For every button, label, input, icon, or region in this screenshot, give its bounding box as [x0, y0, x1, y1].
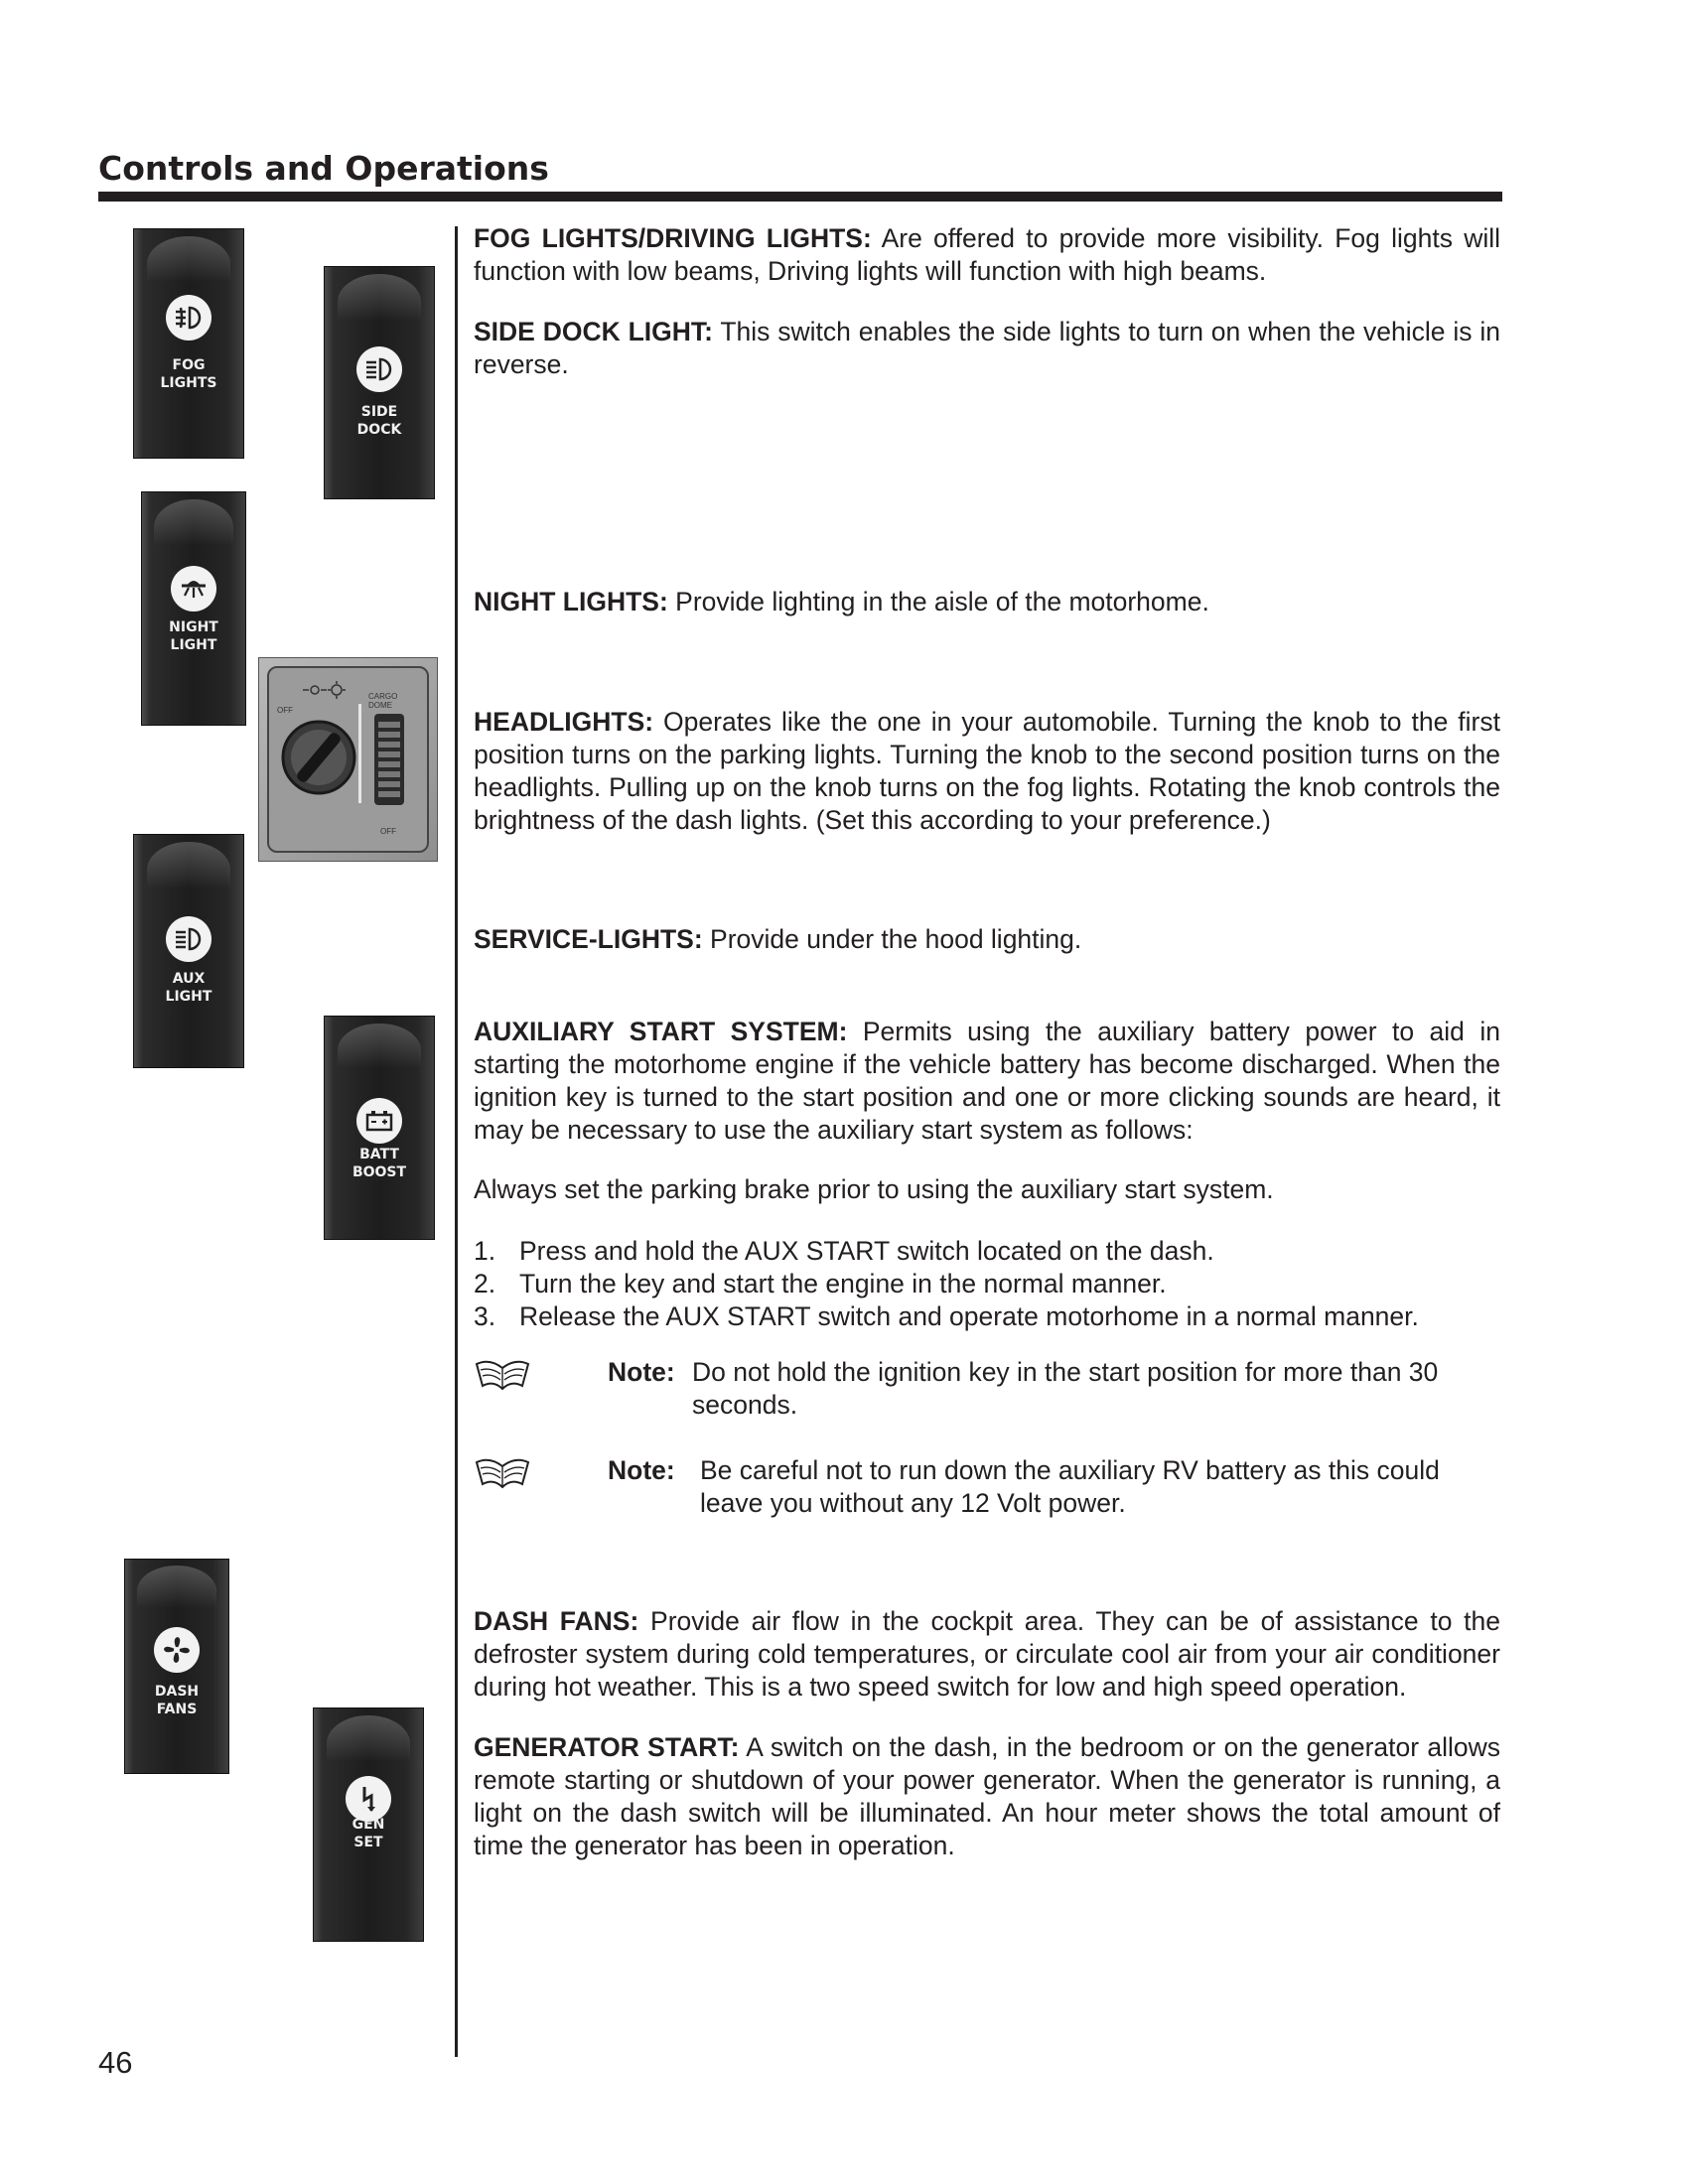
section-text: A switch on the dash, in the bedroom or on the generator allows remote starting or shutdown of your power generator. When the generator is running, a light on the dash switch will be illuminated. An hour meter shows the total amount of time the generator has been in operation.: [474, 1732, 1501, 1860]
parking-brake-paragraph: Always set the parking brake prior to using the auxiliary start system.: [474, 1174, 1274, 1204]
section-heading: AUXILIARY START SYSTEM:: [474, 1017, 848, 1046]
list-item: [474, 1268, 1500, 1300]
step-text: Press and hold the AUX START switch located on the dash.: [519, 1236, 1214, 1266]
headlight-switch-panel: [258, 657, 438, 862]
headlight-off-label: OFF: [380, 827, 396, 836]
list-item: [474, 1300, 1500, 1333]
switch-label: AUX LIGHT: [165, 971, 212, 1005]
switch-label: NIGHT LIGHT: [169, 619, 218, 653]
section-heading: FOG LIGHTS/DRIVING LIGHTS:: [474, 223, 872, 253]
note-label: Note:: [608, 1455, 675, 1485]
section-text: Permits using the auxiliary battery power to aid in starting the motorhome engine if the vehicle battery has become discharged. When the ignition key is turned to the start position and one or more clicking sounds are heard, it may be necessary to use the auxiliary start system as follows:: [474, 1017, 1500, 1145]
gen-set-switch: [313, 1707, 424, 1942]
headlight-off-label: OFF: [277, 706, 293, 715]
auxiliary-start-paragraph: [474, 1016, 1500, 1147]
section-text: Are offered to provide more visibility. Fog lights will function with low beams, Driving lights will function with high beams.: [474, 223, 1500, 286]
fog-lights-paragraph: [474, 222, 1500, 288]
section-heading: SIDE DOCK LIGHT:: [474, 317, 713, 346]
step-number: 3.: [474, 1301, 496, 1331]
note-battery: [474, 1454, 1500, 1524]
note-ignition: [474, 1356, 1500, 1426]
step-number: 2.: [474, 1269, 496, 1298]
open-book-icon: [474, 1454, 531, 1490]
batt-boost-switch: [324, 1016, 435, 1240]
note-text: Do not hold the ignition key in the start position for more than 30 seconds.: [692, 1357, 1439, 1420]
switch-label: SIDE DOCK: [356, 404, 402, 438]
night-light-icon: [171, 566, 216, 612]
side-dock-light-icon: [356, 346, 402, 392]
section-text: Operates like the one in your automobile. Turning the knob to the first position turns on the parking lights. Turning the knob to the second position turns on the headlights. Pulling up on the knob turns on the fog lights. Rotating the knob controls the brightness of the dash lights. (Set this according to your preference.): [474, 707, 1500, 835]
headlight-cargo-dome-label: CARGO DOME: [368, 692, 398, 710]
fog-light-icon: [166, 295, 211, 341]
page-number: 46: [98, 2045, 133, 2080]
aux-start-steps: [474, 1235, 1500, 1333]
headlight-knob-icon: [269, 668, 427, 851]
aux-light-switch: [133, 834, 244, 1068]
section-text: Provide lighting in the aisle of the motorhome.: [675, 587, 1209, 616]
note-text: Be careful not to run down the auxiliary RV battery as this could leave you without any 12 Volt power.: [700, 1455, 1440, 1518]
fan-icon: [154, 1627, 200, 1673]
step-number: 1.: [474, 1236, 496, 1266]
dash-fans-switch: [124, 1559, 229, 1774]
section-text: This switch enables the side lights to turn on when the vehicle is in reverse.: [474, 317, 1500, 379]
section-heading: GENERATOR START:: [474, 1732, 740, 1762]
section-heading: DASH FANS:: [474, 1606, 639, 1636]
section-heading: NIGHT LIGHTS:: [474, 587, 668, 616]
column-divider: [455, 226, 458, 2057]
aux-light-icon: [166, 916, 211, 962]
headlights-paragraph: [474, 706, 1500, 837]
list-item: [474, 1235, 1500, 1268]
title-rule: [98, 192, 1502, 202]
open-book-icon: [474, 1356, 531, 1392]
section-heading: HEADLIGHTS:: [474, 707, 654, 737]
note-label: Note:: [608, 1357, 675, 1387]
generator-start-paragraph: [474, 1731, 1500, 1862]
switch-label: FOG LIGHTS: [160, 357, 217, 391]
dash-fans-paragraph: [474, 1605, 1500, 1704]
switch-label: DASH FANS: [154, 1684, 200, 1717]
service-lights-paragraph: [474, 923, 1500, 956]
night-light-switch: [141, 491, 246, 726]
section-text: Provide under the hood lighting.: [710, 924, 1082, 954]
section-heading: SERVICE-LIGHTS:: [474, 924, 703, 954]
step-text: Turn the key and start the engine in the normal manner.: [519, 1269, 1167, 1298]
battery-icon: [356, 1098, 402, 1144]
fog-lights-switch: [133, 228, 244, 459]
step-text: Release the AUX START switch and operate motorhome in a normal manner.: [519, 1301, 1419, 1331]
side-dock-paragraph: [474, 316, 1500, 381]
switch-label: GEN SET: [352, 1817, 385, 1850]
section-text: Provide air flow in the cockpit area. They can be of assistance to the defroster system during cold temperatures, or circulate cool air from your air conditioner during hot weather. This is a two speed switch for low and high speed operation.: [474, 1606, 1500, 1702]
switch-label: BATT BOOST: [352, 1147, 407, 1180]
side-dock-switch: [324, 266, 435, 499]
page-title: Controls and Operations: [98, 149, 549, 188]
night-lights-paragraph: [474, 586, 1500, 618]
